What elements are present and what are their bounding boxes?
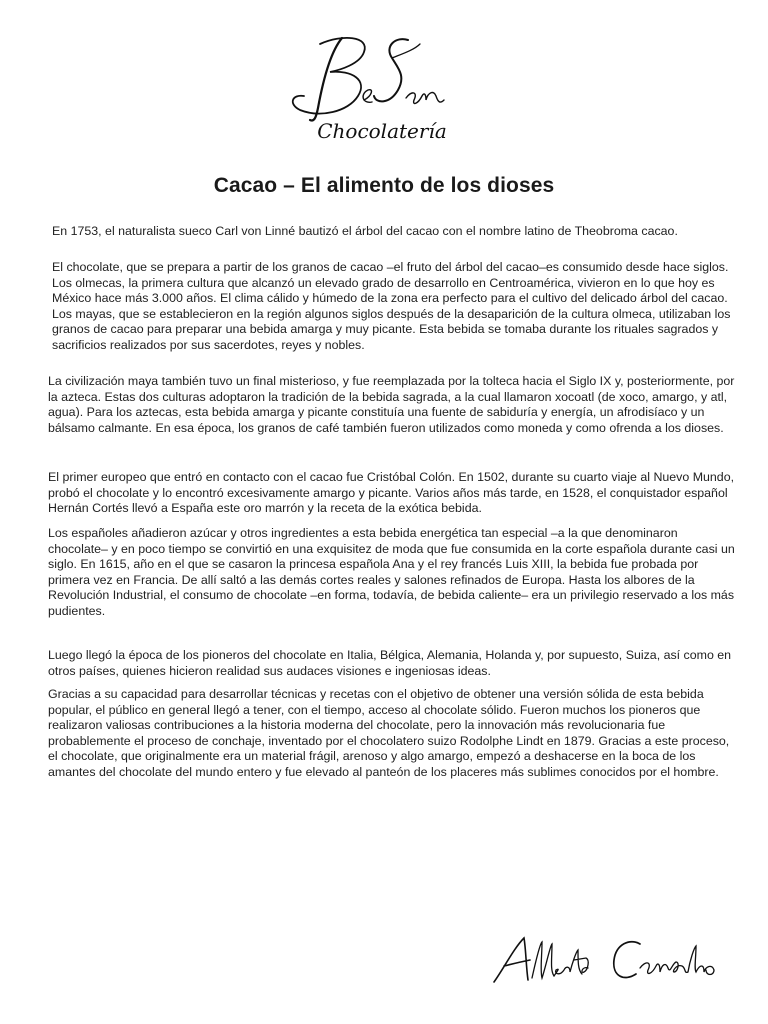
page-title: Cacao – El alimento de los dioses xyxy=(213,174,555,197)
paragraph: El primer europeo que entró en contacto con el cacao fue Cristóbal Colón. En 1502, durante su cuarto viaje al Nuevo Mundo, probó el chocolate y lo encontró excesivamente amargo y picante. Varios años más tarde, en 1528, el conquistador español Hernán Cortés llevó a España este oro marrón y la receta de la exótica bebida. xyxy=(48,470,735,516)
logo-graphic xyxy=(280,30,460,155)
paragraph: Luego llegó la época de los pioneros del chocolate en Italia, Bélgica, Alemania, Holanda y, por supuesto, Suiza, así como en otros países, quienes hicieron realidad sus audaces visiones e ingeniosas ideas. xyxy=(48,648,732,678)
paragraph: Gracias a su capacidad para desarrollar técnicas y recetas con el objetivo de obtener una versión sólida de esta bebida popular, el público en general llegó a tener, con el tiempo, acceso al chocolate sólido. Fueron muchos los pioneros que realizaron valiosas contribuciones a la historia moderna del chocolate, pero la innovación más revolucionaria fue probablemente el proceso de conchaje, inventado por el chocolatero suizo Rodolphe Lindt en 1879. Gracias a este proceso, el chocolate, que originalmente era un material frágil, arenoso y algo amargo, empezó a deshacerse en la boca de los amantes del chocolate del mundo entero y fue elevado al panteón de los placeres más sublimes conocidos por el hombre. xyxy=(48,687,730,779)
author-signature xyxy=(490,930,730,990)
paragraph: El chocolate, que se prepara a partir de los granos de cacao –el fruto del árbol del cacao–es consumido desde hace siglos. Los olmecas, la primera cultura que alcanzó un elevado grado de desarrollo en Centroamérica, vivieron en lo que hoy es México hace más 3.000 años. El clima cálido y húmedo de la zona era perfecto para el cultivo del delicado árbol del cacao. Los mayas, que se establecieron en la región algunos siglos después de la desaparición de la cultura olmeca, utilizaban los granos de cacao para preparar una bebida amarga y muy picante. Esta bebida se tomaba durante los rituales sagrados y sacrificios realizados por sus sacerdotes, reyes y nobles. xyxy=(52,260,731,352)
signature-graphic xyxy=(490,930,730,990)
logo-subtitle: Chocolatería xyxy=(317,119,447,143)
paragraph: Los españoles añadieron azúcar y otros ingredientes a esta bebida energética tan especial –a la que denominaron chocolate– y en poco tiempo se convirtió en una exquisitez de moda que fue consumida en la corte española durante casi un siglo. En 1615, año en el que se casaron la princesa española Ana y el rey francés Luis XIII, la bebida fue probada por primera vez en Francia. De allí saltó a las demás cortes reales y salones refinados de Europa. Hasta los albores de la Revolución Industrial, el consumo de chocolate –en forma, todavía, de bebida caliente– era un privilegio reservado a los más pudientes. xyxy=(48,526,735,618)
paragraph: En 1753, el naturalista sueco Carl von Linné bautizó el árbol del cacao con el nombre latino de Theobroma cacao. xyxy=(52,224,678,238)
besan-logo xyxy=(280,30,460,155)
paragraph: La civilización maya también tuvo un final misterioso, y fue reemplazada por la tolteca hacia el Siglo IX y, posteriormente, por la azteca. Estas dos culturas adoptaron la tradición de la bebida sagrada, a la cual llamaron xocoatl (de xoco, amargo, y atl, agua). Para los aztecas, esta bebida amarga y picante constituía una fuente de sabiduría y energía, un afrodisíaco y un bálsamo calmante. En esa época, los granos de café también fueron utilizados como moneda y como ofrenda a los dioses. xyxy=(48,374,735,435)
